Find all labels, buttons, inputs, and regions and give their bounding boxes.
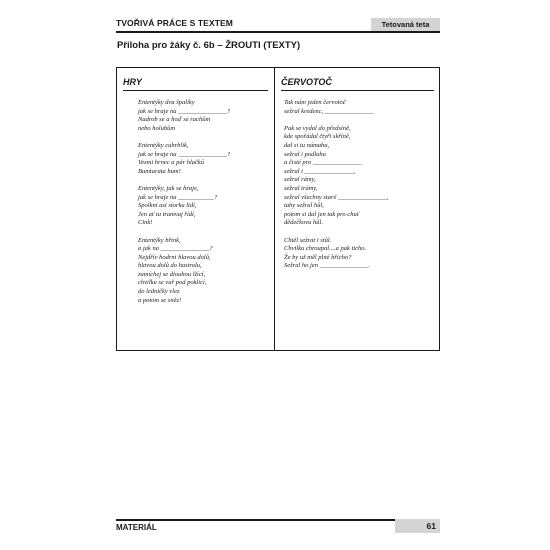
poem-line: Ententýky cuhrblik,: [138, 141, 189, 149]
poem-line: sežral kredenc, _______________: [284, 107, 374, 115]
texts-panel: [116, 67, 440, 351]
poem-line: Sežral ho jen _______________.: [284, 262, 370, 270]
poem-line: jak se hraje na _______________?: [138, 107, 231, 115]
poem-line: Cink!: [138, 219, 153, 227]
poem-line: Nadrob se a hoď se rachům: [138, 116, 211, 124]
right-poem: [284, 99, 440, 271]
poem-line: jak se hraje na _______________?: [138, 150, 231, 158]
stanza: [138, 142, 274, 176]
left-poem: [138, 99, 274, 305]
footer-label: MATERIÁL: [116, 523, 157, 532]
left-column: [117, 68, 274, 314]
poem-line: kde spořádal čtyři skříně,: [284, 133, 351, 141]
poem-line: Tak nám jeden červotoč: [284, 99, 346, 106]
poem-line: Ententýky dva špalíky: [138, 99, 195, 106]
poem-line: a jak na _______________?: [138, 245, 213, 253]
stanza: [284, 125, 440, 228]
page-title: Příloha pro žáky č. 6b – ŽROUTI (TEXTY): [117, 40, 301, 51]
poem-line: Nejdřív hodrni hlavou dolů,: [138, 253, 211, 261]
poem-line: sežral i podlahu: [284, 150, 326, 158]
poem-line: hlavou dolů do hastrolu,: [138, 262, 202, 270]
poem-line: tahy sežral hůl,: [284, 202, 324, 210]
poem-line: Jen ať tu tramvaj řídí,: [138, 210, 196, 218]
topic-tag: Tetovaná teta: [371, 18, 440, 32]
poem-line: nebo holubům: [138, 124, 176, 132]
header-rule: [116, 31, 440, 33]
stanza: [284, 237, 440, 271]
poem-line: dal si tu námahu,: [284, 141, 330, 149]
poem-line: Spolkni asi storku lidí,: [138, 202, 197, 210]
poem-line: sežral rámy,: [284, 176, 316, 184]
footer-rule: [116, 519, 440, 521]
poem-line: Že by už měl plné břicho?: [284, 253, 352, 261]
poem-line: Vezmi hrnec a pár hlačků: [138, 159, 205, 167]
left-column-heading: HRY: [123, 77, 268, 91]
poem-line: sežral i _______________,: [284, 167, 355, 175]
right-column-heading: ČERVOTOČ: [281, 77, 434, 91]
poem-line: Chvilku chroupal....a pak ticho.: [284, 245, 367, 253]
stanza: [138, 237, 274, 306]
poem-line: Pak se vydal do předsíně,: [284, 124, 351, 132]
poem-line: Ententýky, jak se hraje,: [138, 184, 199, 192]
poem-line: jak se hraje na ___________?: [138, 193, 218, 201]
section-title: TVOŘIVÁ PRÁCE S TEXTEM: [116, 18, 233, 28]
poem-line: chvilku se vař pod poklicí,: [138, 279, 207, 287]
poem-line: Ententýky břink,: [138, 236, 181, 244]
page-footer: [116, 519, 440, 533]
stanza: [138, 99, 274, 133]
stanza: [284, 99, 440, 116]
poem-line: do ledničky vlez: [138, 288, 180, 296]
poem-line: a potom se sněz!: [138, 296, 182, 304]
poem-line: zamíchej se dlouhou lžící,: [138, 270, 206, 278]
poem-line: sežral všechny staré _______________,: [284, 193, 389, 201]
poem-line: Chtěl sežrat i stůl.: [284, 236, 332, 244]
poem-line: potom si dal jen tak pro chuť: [284, 210, 360, 218]
right-column: [275, 68, 440, 279]
page-number: 61: [395, 519, 440, 533]
poem-line: dědečkovu hůl.: [284, 219, 323, 227]
poem-line: Bumtarata bum!: [138, 167, 181, 175]
poem-line: sežral trámy,: [284, 184, 318, 192]
poem-line: a čisté pro _______________: [284, 159, 362, 167]
stanza: [138, 185, 274, 228]
page-header: [116, 18, 440, 32]
